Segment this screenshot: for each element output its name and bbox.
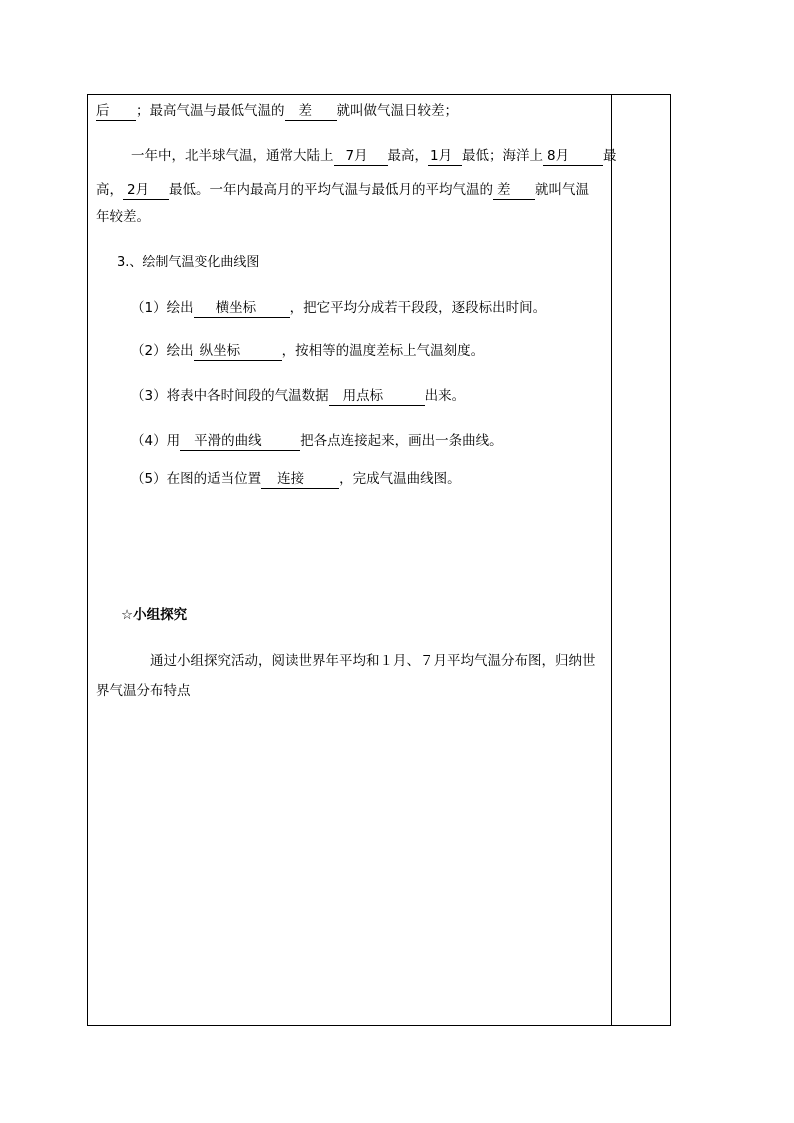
text: ，把它平均分成若干段段，逐段标出时间。 [289, 300, 547, 316]
text: 就叫气温 [535, 182, 589, 198]
text: 用 [166, 433, 181, 449]
step-number: （3） [131, 388, 167, 404]
section-3-heading: 3.、绘制气温变化曲线图 [117, 255, 260, 270]
blank-y-axis: 纵坐标 [194, 343, 282, 361]
step-3 [131, 386, 465, 406]
text: 一年中，北半球气温，通常大陆上 [131, 148, 334, 164]
blank-diff-daily: 差 [285, 103, 337, 121]
blank-plot-points: 用点标 [329, 388, 425, 406]
text: 年较差。 [96, 209, 150, 225]
text: 最高， [387, 148, 428, 164]
step-2 [131, 341, 484, 361]
step-number: （5） [131, 471, 167, 487]
text: ；最高气温与最低气温的 [136, 103, 285, 119]
blank-august: 8月 [543, 148, 603, 166]
annual-line-1 [131, 146, 617, 166]
blank-january: 1月 [428, 148, 462, 166]
text: 把各点连接起来，画出一条曲线。 [300, 433, 503, 449]
blank-connect: 连接 [261, 471, 339, 489]
text: 高， [96, 182, 123, 198]
annual-line-3 [96, 207, 150, 227]
step-number: （1） [131, 300, 167, 316]
blank-july: 7月 [334, 148, 388, 166]
blank-smooth-curve: 平滑的曲线 [180, 433, 300, 451]
group-inquiry-para-line-2: 界气温分布特点 [96, 683, 191, 699]
annual-line-2 [96, 180, 589, 200]
text: 最 [603, 148, 617, 164]
text: 就叫做气温日较差； [336, 103, 458, 119]
text: 在图的适当位置 [166, 471, 262, 487]
text: 最低。一年内最高月的平均气温与最低月的平均气温的 [169, 182, 493, 198]
step-5 [131, 469, 461, 489]
step-4 [131, 431, 503, 451]
step-number: （2） [131, 343, 167, 359]
text: 出来。 [424, 388, 466, 404]
star-icon: ☆ [121, 607, 134, 623]
blank-after: 后 [96, 103, 136, 121]
text: 绘出 [166, 343, 194, 359]
table-column-divider [611, 94, 612, 1026]
text: 小组探究 [133, 607, 188, 623]
text: ，按相等的温度差标上气温刻度。 [281, 343, 485, 359]
step-1 [131, 298, 546, 318]
text: ，完成气温曲线图。 [339, 471, 461, 487]
blank-diff-annual: 差 [493, 182, 535, 200]
blank-february: 2月 [123, 182, 169, 200]
daily-range-line [96, 101, 458, 121]
text: 最低；海洋上 [462, 148, 543, 164]
group-inquiry-heading [121, 605, 187, 625]
step-number: （4） [131, 433, 167, 449]
text: 将表中各时间段的气温数据 [166, 388, 329, 404]
worksheet-table [87, 94, 671, 1026]
group-inquiry-para-line-1: 通过小组探究活动，阅读世界年平均和１月、７月平均气温分布图，归纳世 [150, 653, 596, 669]
text: 绘出 [166, 300, 194, 316]
blank-x-axis: 横坐标 [194, 300, 290, 318]
